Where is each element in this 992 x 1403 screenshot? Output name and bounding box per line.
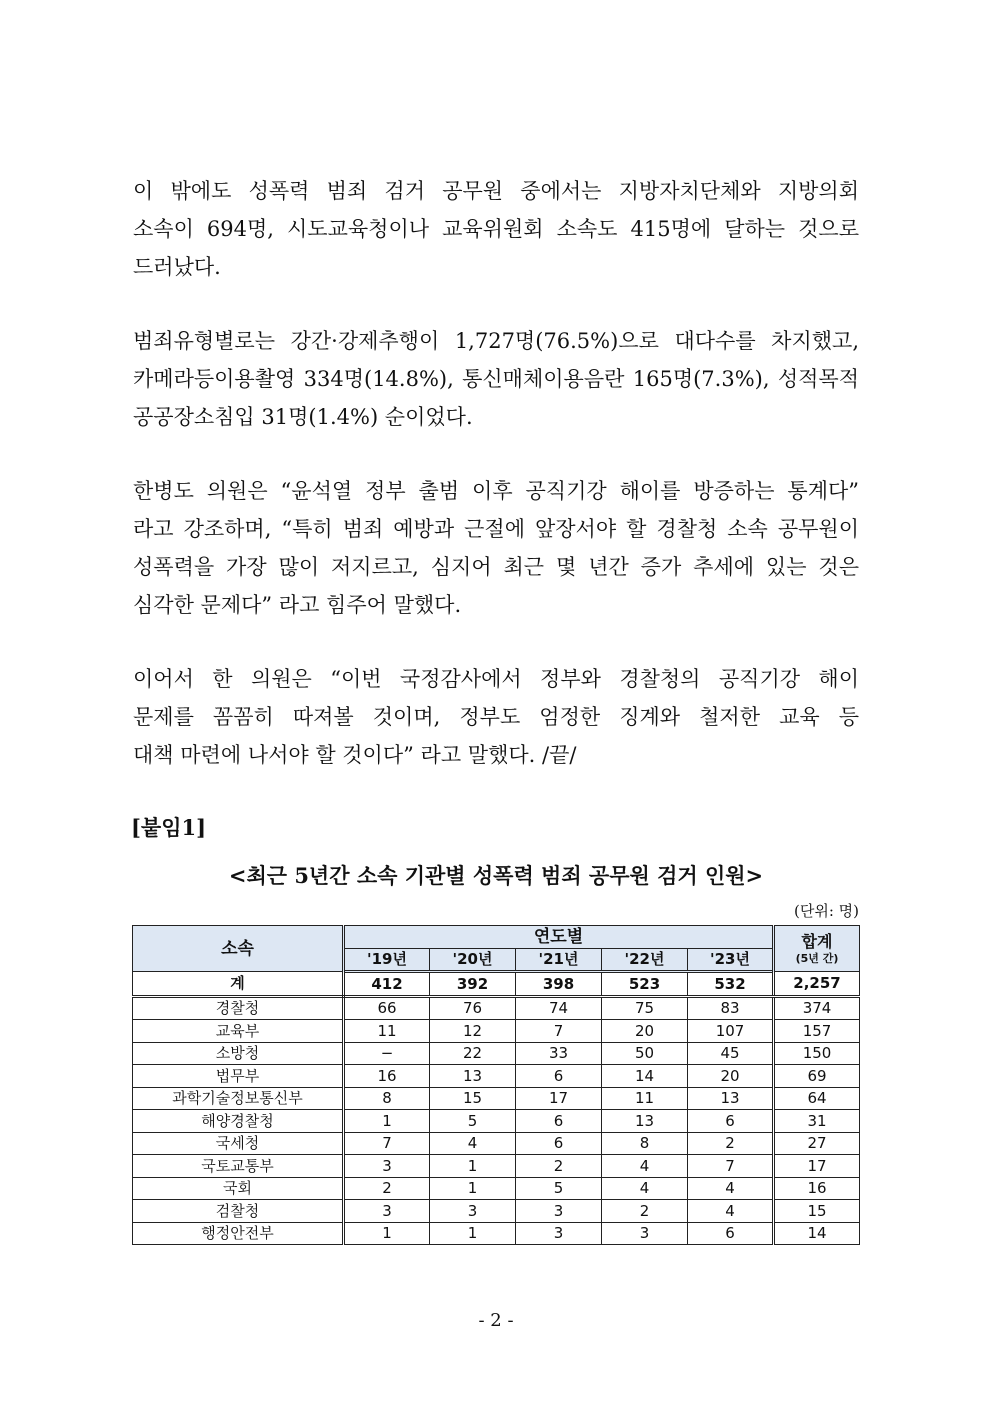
row-affiliation: 해양경찰청 — [133, 1110, 344, 1133]
row-year-value: 6 — [516, 1110, 602, 1133]
row-affiliation: 검찰청 — [133, 1200, 344, 1223]
table-row — [133, 1020, 860, 1043]
table-row — [133, 1042, 860, 1065]
row-year-value: 5 — [430, 1110, 516, 1133]
row-year-value: 6 — [688, 1222, 774, 1245]
table-row — [133, 1132, 860, 1155]
row-year-value: 75 — [602, 996, 688, 1020]
row-year-value: 14 — [602, 1065, 688, 1088]
row-year-value: 16 — [344, 1065, 430, 1088]
row-year-value: 3 — [602, 1222, 688, 1245]
row-year-value: 13 — [688, 1087, 774, 1110]
row-total: 16 — [774, 1177, 860, 1200]
row-year-value: 3 — [344, 1155, 430, 1178]
paragraph-line: 대책 마련에 나서야 할 것이다” 라고 말했다. /끝/ — [133, 743, 577, 767]
paragraph-line: 이어서 한 의원은 “이번 국정감사에서 정부와 경찰청의 공직기강 해이 — [133, 667, 859, 691]
paragraph — [133, 472, 859, 624]
row-year-value: 1 — [430, 1222, 516, 1245]
table-row — [133, 1065, 860, 1088]
row-total: 374 — [774, 996, 860, 1020]
row-year-value: 11 — [344, 1020, 430, 1043]
row-affiliation: 교육부 — [133, 1020, 344, 1043]
row-year-value: 74 — [516, 996, 602, 1020]
row-total: 27 — [774, 1132, 860, 1155]
row-year-value: 107 — [688, 1020, 774, 1043]
arrest-statistics-table — [132, 925, 860, 1245]
row-total: 14 — [774, 1222, 860, 1245]
row-year-value: 50 — [602, 1042, 688, 1065]
paragraph-line: 문제를 꼼꼼히 따져볼 것이며, 정부도 엄정한 징계와 철저한 교육 등 — [133, 705, 859, 729]
paragraph — [133, 322, 859, 436]
row-year-value: 2 — [602, 1200, 688, 1223]
paragraph-line: 범죄유형별로는 강간·강제추행이 1,727명(76.5%)으로 대다수를 차지했고, — [133, 329, 859, 353]
row-affiliation: 법무부 — [133, 1065, 344, 1088]
paragraph-line: 심각한 문제다” 라고 힘주어 말했다. — [133, 593, 462, 617]
paragraph-line: 라고 강조하며, “특히 범죄 예방과 근절에 앞장서야 할 경찰청 소속 공무원이 — [133, 517, 859, 541]
row-total: 17 — [774, 1155, 860, 1178]
row-year-value: 398 — [516, 972, 602, 997]
row-year-value: 13 — [430, 1065, 516, 1088]
row-year-value: − — [344, 1042, 430, 1065]
page-number: - 2 - — [478, 1310, 514, 1331]
paragraph-line: 성폭력을 가장 많이 저지르고, 심지어 최근 몇 년간 증가 추세에 있는 것은 — [133, 555, 859, 579]
row-year-value: 33 — [516, 1042, 602, 1065]
header-by-year: 연도별 — [344, 926, 774, 949]
header-year: '19년 — [344, 948, 430, 972]
row-year-value: 11 — [602, 1087, 688, 1110]
paragraph-line: 공공장소침입 31명(1.4%) 순이었다. — [133, 405, 473, 429]
table-row — [133, 1222, 860, 1245]
row-year-value: 412 — [344, 972, 430, 997]
unit-note: (단위: 명) — [794, 902, 859, 920]
row-year-value: 7 — [344, 1132, 430, 1155]
row-year-value: 7 — [516, 1020, 602, 1043]
row-year-value: 4 — [688, 1177, 774, 1200]
row-year-value: 22 — [430, 1042, 516, 1065]
row-year-value: 1 — [430, 1177, 516, 1200]
row-affiliation: 과학기술정보통신부 — [133, 1087, 344, 1110]
header-year: '21년 — [516, 948, 602, 972]
paragraph-line: 드러났다. — [133, 255, 221, 279]
row-year-value: 3 — [516, 1200, 602, 1223]
row-year-value: 45 — [688, 1042, 774, 1065]
row-year-value: 13 — [602, 1110, 688, 1133]
row-year-value: 17 — [516, 1087, 602, 1110]
table-row — [133, 1087, 860, 1110]
header-year: '20년 — [430, 948, 516, 972]
row-year-value: 392 — [430, 972, 516, 997]
row-year-value: 4 — [430, 1132, 516, 1155]
table-row — [133, 1155, 860, 1178]
row-total: 31 — [774, 1110, 860, 1133]
row-affiliation: 국세청 — [133, 1132, 344, 1155]
row-affiliation: 계 — [133, 972, 344, 997]
row-year-value: 523 — [602, 972, 688, 997]
paragraph — [133, 172, 859, 286]
header-year: '22년 — [602, 948, 688, 972]
row-affiliation: 행정안전부 — [133, 1222, 344, 1245]
row-year-value: 7 — [688, 1155, 774, 1178]
row-total: 69 — [774, 1065, 860, 1088]
row-affiliation: 국토교통부 — [133, 1155, 344, 1178]
header-year: '23년 — [688, 948, 774, 972]
table-row — [133, 1200, 860, 1223]
row-year-value: 5 — [516, 1177, 602, 1200]
table-row — [133, 1110, 860, 1133]
row-year-value: 532 — [688, 972, 774, 997]
row-year-value: 8 — [602, 1132, 688, 1155]
row-year-value: 3 — [430, 1200, 516, 1223]
row-total: 64 — [774, 1087, 860, 1110]
row-year-value: 4 — [602, 1177, 688, 1200]
row-year-value: 3 — [344, 1200, 430, 1223]
row-year-value: 20 — [688, 1065, 774, 1088]
paragraph-line: 한병도 의원은 “윤석열 정부 출범 이후 공직기강 해이를 방증하는 통계다” — [133, 479, 859, 503]
paragraph-line: 소속이 694명, 시도교육청이나 교육위원회 소속도 415명에 달하는 것으로 — [133, 217, 859, 241]
row-year-value: 2 — [516, 1155, 602, 1178]
row-year-value: 15 — [430, 1087, 516, 1110]
row-affiliation: 경찰청 — [133, 996, 344, 1020]
row-year-value: 2 — [688, 1132, 774, 1155]
row-year-value: 12 — [430, 1020, 516, 1043]
row-year-value: 83 — [688, 996, 774, 1020]
row-year-value: 2 — [344, 1177, 430, 1200]
table-row — [133, 996, 860, 1020]
paragraph — [133, 660, 859, 774]
header-affiliation: 소속 — [133, 926, 344, 972]
row-year-value: 76 — [430, 996, 516, 1020]
row-year-value: 6 — [688, 1110, 774, 1133]
table-row — [133, 1177, 860, 1200]
row-affiliation: 국회 — [133, 1177, 344, 1200]
header-total-label: 합계 — [801, 932, 833, 951]
row-affiliation: 소방청 — [133, 1042, 344, 1065]
row-year-value: 1 — [344, 1110, 430, 1133]
row-year-value: 1 — [430, 1155, 516, 1178]
row-total: 150 — [774, 1042, 860, 1065]
paragraph-line: 이 밖에도 성폭력 범죄 검거 공무원 중에서는 지방자치단체와 지방의회 — [133, 179, 859, 203]
header-total-sub: (5년 간) — [795, 952, 839, 965]
row-year-value: 6 — [516, 1065, 602, 1088]
row-year-value: 4 — [602, 1155, 688, 1178]
attachment-label: [붙임1] — [131, 815, 207, 840]
row-total: 15 — [774, 1200, 860, 1223]
row-total: 2,257 — [774, 972, 860, 997]
paragraph-line: 카메라등이용촬영 334명(14.8%), 통신매체이용음란 165명(7.3%), 성적목적 — [133, 367, 859, 391]
row-year-value: 20 — [602, 1020, 688, 1043]
row-year-value: 8 — [344, 1087, 430, 1110]
header-total — [774, 926, 860, 972]
table-title: <최근 5년간 소속 기관별 성폭력 범죄 공무원 검거 인원> — [228, 863, 764, 888]
row-year-value: 4 — [688, 1200, 774, 1223]
row-total: 157 — [774, 1020, 860, 1043]
row-year-value: 3 — [516, 1222, 602, 1245]
row-year-value: 1 — [344, 1222, 430, 1245]
row-year-value: 6 — [516, 1132, 602, 1155]
table-row — [133, 972, 860, 997]
row-year-value: 66 — [344, 996, 430, 1020]
